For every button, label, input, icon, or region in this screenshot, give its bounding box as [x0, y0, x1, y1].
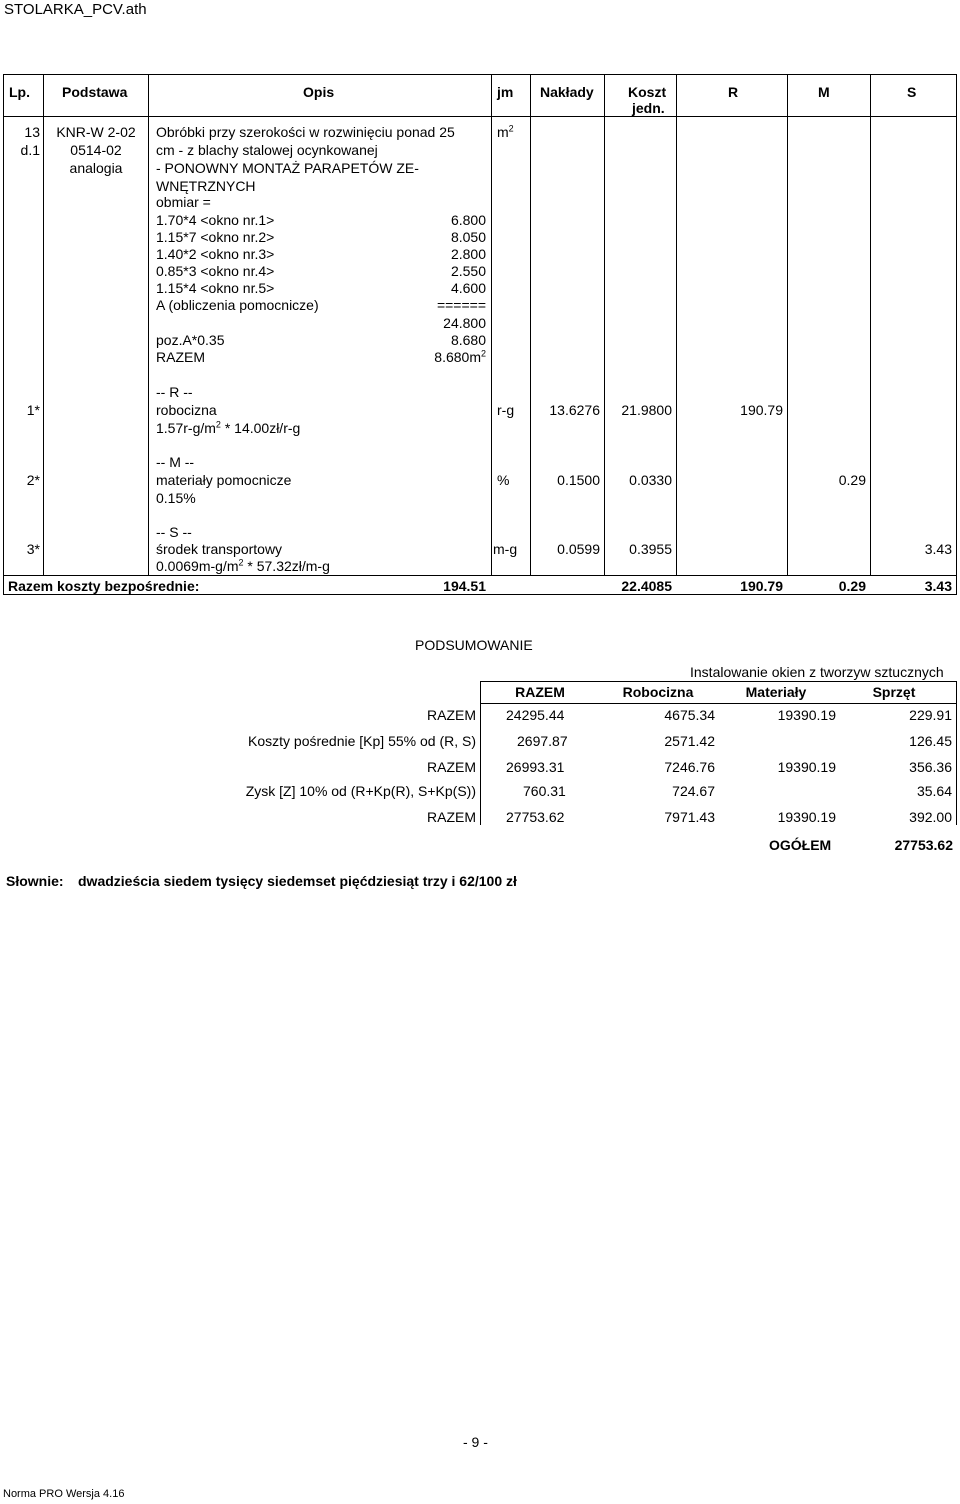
measurement-value: 8.680	[450, 332, 486, 348]
words-label: Słownie:	[6, 873, 64, 889]
col-sep-m	[870, 74, 871, 576]
razem-label: RAZEM	[156, 349, 205, 365]
table-top-line	[3, 74, 957, 75]
resource-naklady: 0.1500	[557, 472, 600, 488]
col-sep-jm	[530, 74, 531, 576]
resource-naklady: 13.6276	[549, 402, 600, 418]
position-unit: $m^2$	[497, 123, 514, 140]
measurement-label: 1.70*4 <okno nr.1>	[156, 212, 275, 228]
table-right-border	[956, 74, 957, 595]
measurement-label: poz.A*0.35	[156, 332, 225, 348]
header-koszt: Koszt	[628, 84, 667, 100]
podstawa-line: 0514-02	[70, 142, 122, 158]
summary-right-border	[956, 681, 957, 825]
measurement-value: 2.550	[450, 263, 486, 279]
summary-col-razem: RAZEM	[515, 684, 565, 700]
resource-jm: %	[497, 472, 510, 488]
resource-koszt: 0.3955	[629, 541, 672, 557]
header-r: R	[728, 84, 739, 100]
measurement-label: 1.40*2 <okno nr.3>	[156, 246, 275, 262]
header-m: M	[818, 84, 830, 100]
page-number: - 9 -	[463, 1434, 488, 1450]
summary-cell: 229.91	[909, 707, 952, 723]
col-sep-koszt	[676, 74, 677, 576]
measurement-value: 6.800	[450, 212, 486, 228]
direct-costs-m: 0.29	[838, 578, 866, 594]
header-koszt-jedn: jedn.	[632, 100, 665, 116]
summary-row-label: RAZEM	[427, 759, 476, 775]
measurement-label: 1.15*7 <okno nr.2>	[156, 229, 275, 245]
podstawa-line: analogia	[69, 160, 123, 176]
col-sep-opis	[491, 74, 492, 576]
summary-cell: 19390.19	[777, 759, 836, 775]
summary-subtitle: Instalowanie okien z tworzyw sztucznych	[690, 664, 944, 680]
resource-formula: $0.0069m-g/m^2$ * 57.32zł/m-g	[156, 557, 330, 574]
resource-jm: r-g	[497, 402, 515, 418]
summary-col-sprzet: Sprzęt	[872, 684, 916, 700]
position-subnumber: d.1	[20, 142, 40, 158]
resource-lp: 2*	[26, 472, 40, 488]
summary-col-robocizna: Robocizna	[622, 684, 694, 700]
header-lp: Lp.	[9, 84, 30, 100]
resource-lp: 1*	[26, 402, 40, 418]
summary-cell: 356.36	[909, 759, 952, 775]
summary-cell: 2697.87	[517, 733, 568, 749]
summary-cell: 19390.19	[777, 707, 836, 723]
resource-name: środek transportowy	[156, 541, 283, 557]
summary-cell: 724.67	[672, 783, 715, 799]
resource-koszt: 21.9800	[621, 402, 672, 418]
summary-cell: 392.00	[909, 809, 952, 825]
obmiar-label: obmiar =	[156, 194, 211, 210]
col-sep-podstawa	[148, 74, 149, 576]
measurement-value: 8.050	[450, 229, 486, 245]
summary-cell: 19390.19	[777, 809, 836, 825]
summary-row-label: RAZEM	[427, 707, 476, 723]
resource-heading: -- M --	[156, 454, 195, 470]
summary-cell: 4675.34	[664, 707, 715, 723]
summary-cell: 760.31	[523, 783, 566, 799]
measurement-separator: ======	[436, 297, 486, 313]
summary-row-label: Zysk [Z] 10% od (R+Kp(R), S+Kp(S))	[245, 783, 476, 799]
direct-costs-label: Razem koszty bezpośrednie:	[8, 578, 200, 594]
document-filename: STOLARKA_PCV.ath	[4, 1, 147, 18]
measurement-subtotal: 24.800	[443, 315, 486, 331]
summary-header-bottom-line	[480, 703, 956, 704]
summary-header-top-line	[480, 681, 956, 682]
description-line: WNĘTRZNYCH	[156, 178, 256, 194]
table-header-line	[3, 116, 957, 117]
measurement-label: A (obliczenia pomocnicze)	[156, 297, 319, 313]
summary-left-border	[480, 681, 481, 825]
header-jm: jm	[497, 84, 514, 100]
resource-formula: $1.57r-g/m^2$ * 14.00zł/r-g	[156, 419, 301, 436]
direct-costs-koszt: 22.4085	[621, 578, 672, 594]
words-text: dwadzieścia siedem tysięcy siedemset pięćdziesiąt trzy i 62/100 zł	[78, 873, 517, 889]
summary-row-label: RAZEM	[427, 809, 476, 825]
direct-costs-r: 190.79	[740, 578, 783, 594]
table-total-top-line	[3, 575, 957, 576]
summary-title: PODSUMOWANIE	[415, 637, 533, 653]
description-line: Obróbki przy szerokości w rozwinięciu ponad 25	[156, 124, 455, 140]
summary-cell: 35.64	[916, 783, 952, 799]
summary-cell: 7246.76	[664, 759, 715, 775]
position-number: 13	[24, 124, 40, 140]
col-sep-r	[787, 74, 788, 576]
header-s: S	[907, 84, 917, 100]
header-opis: Opis	[303, 84, 335, 100]
resource-formula: 0.15%	[156, 490, 196, 506]
summary-cell: 126.45	[909, 733, 952, 749]
ogolem-value: 27753.62	[894, 837, 953, 853]
resource-koszt: 0.0330	[629, 472, 672, 488]
resource-r: 190.79	[740, 402, 783, 418]
summary-cell: 24295.44	[506, 707, 565, 723]
software-version: Norma PRO Wersja 4.16	[3, 1488, 125, 1500]
ogolem-label: OGÓŁEM	[769, 837, 832, 853]
measurement-label: 0.85*3 <okno nr.4>	[156, 263, 275, 279]
summary-col-materialy: Materiały	[745, 684, 807, 700]
resource-m: 0.29	[838, 472, 866, 488]
summary-cell: 26993.31	[506, 759, 565, 775]
measurement-value: 2.800	[450, 246, 486, 262]
resource-naklady: 0.0599	[557, 541, 600, 557]
resource-heading: -- R --	[156, 384, 193, 400]
podstawa-line: KNR-W 2-02	[56, 124, 136, 140]
resource-heading: -- S --	[156, 524, 192, 540]
summary-cell: 7971.43	[664, 809, 715, 825]
description-line: - PONOWNY MONTAŻ PARAPETÓW ZE-	[156, 160, 419, 176]
col-sep-naklady	[604, 74, 605, 576]
summary-row-label: Koszty pośrednie [Kp] 55% od (R, S)	[248, 733, 476, 749]
resource-jm: m-g	[493, 541, 518, 557]
measurement-value: 4.600	[450, 280, 486, 296]
summary-cell: 27753.62	[506, 809, 565, 825]
header-podstawa: Podstawa	[62, 84, 128, 100]
header-naklady: Nakłady	[540, 84, 594, 100]
direct-costs-s: 3.43	[924, 578, 952, 594]
resource-name: materiały pomocnicze	[156, 472, 292, 488]
razem-value: $8.680m^2$	[434, 348, 486, 365]
resource-name: robocizna	[156, 402, 217, 418]
table-bottom-line	[3, 594, 957, 595]
summary-cell: 2571.42	[664, 733, 715, 749]
direct-costs-total: 194.51	[443, 578, 486, 594]
measurement-label: 1.15*4 <okno nr.5>	[156, 280, 275, 296]
resource-lp: 3*	[26, 541, 40, 557]
description-line: cm - z blachy stalowej ocynkowanej	[156, 142, 378, 158]
resource-s: 3.43	[924, 541, 952, 557]
